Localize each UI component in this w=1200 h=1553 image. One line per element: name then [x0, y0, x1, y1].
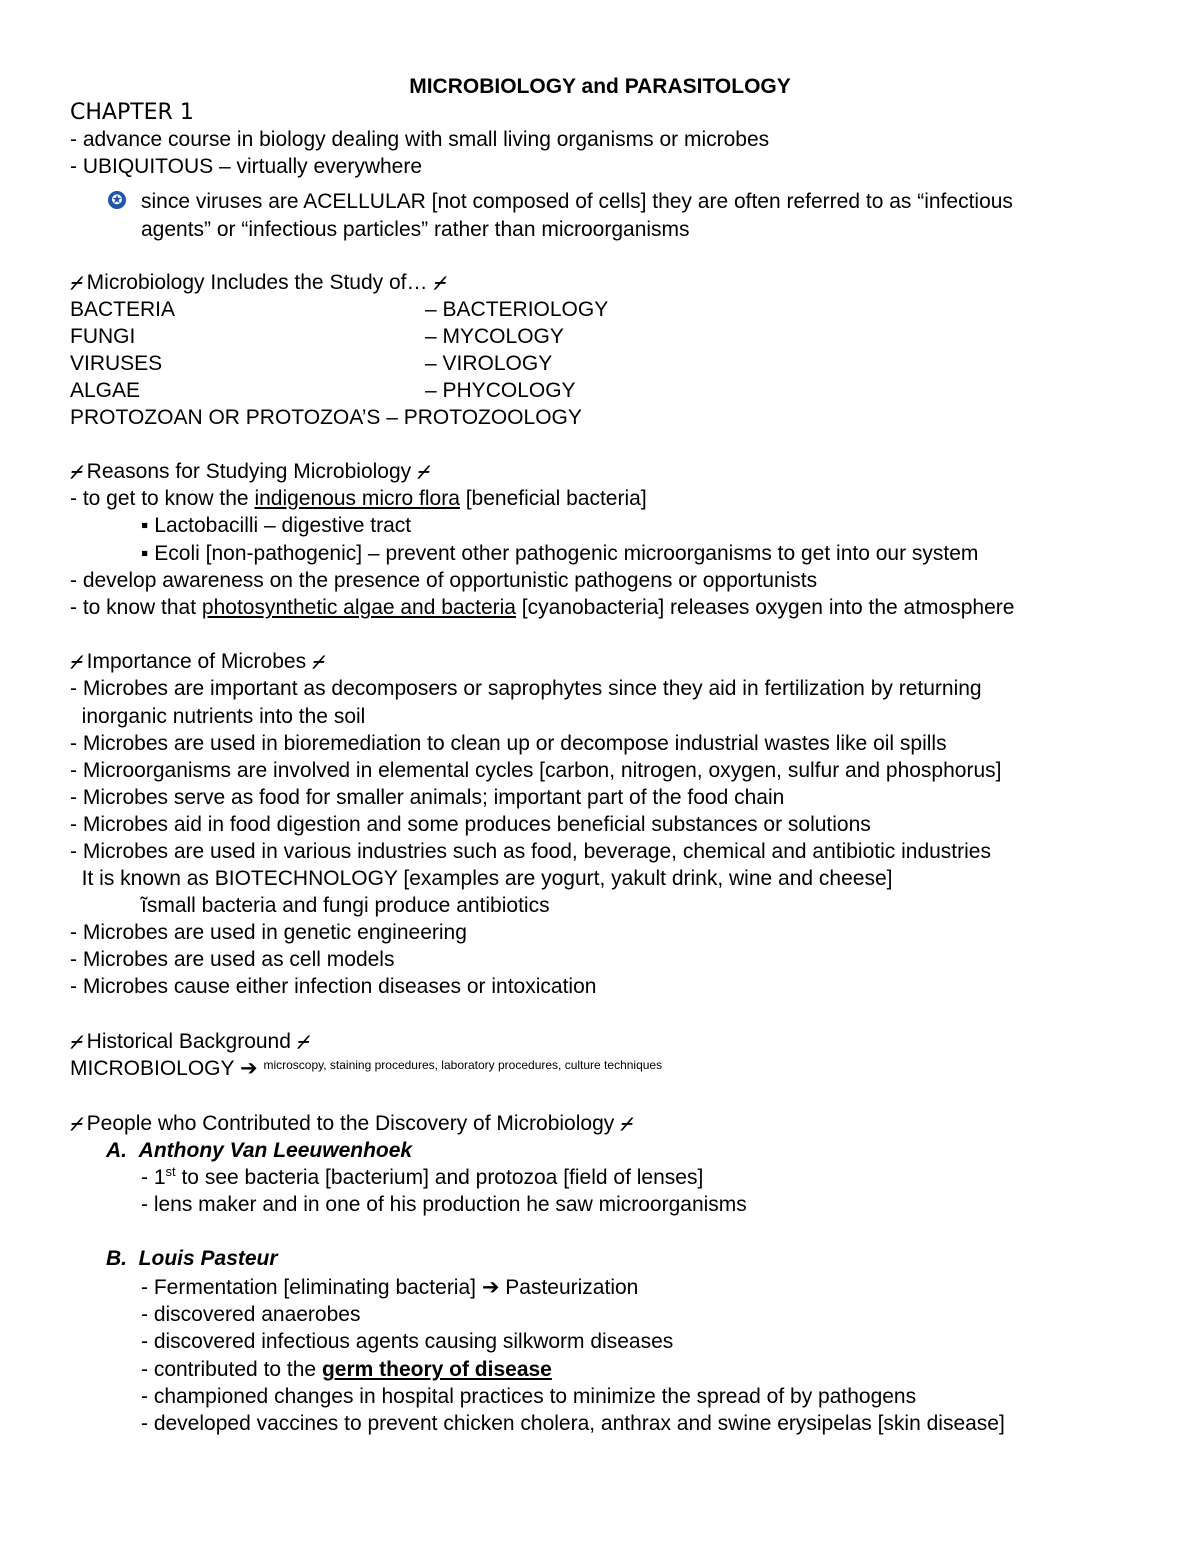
- study-field: – PHYCOLOGY: [425, 379, 576, 402]
- person-b-line-2: - discovered anaerobes: [141, 1303, 361, 1326]
- importance-line: - Microorganisms are involved in elemental cycles [carbon, nitrogen, oxygen, sulfur and phosphorus]: [70, 759, 1002, 782]
- person-b-line-5: - championed changes in hospital practices to minimize the spread of by pathogens: [141, 1385, 917, 1408]
- study-field: – PROTOZOOLOGY: [386, 406, 582, 429]
- history-line: [70, 1055, 662, 1085]
- people-heading-text: People who Contributed to the Discovery of Microbiology: [86, 1112, 615, 1135]
- text-run: - Fermentation [eliminating bacteria]: [141, 1276, 482, 1299]
- intro-line-1: - advance course in biology dealing with small living organisms or microbes: [70, 128, 770, 151]
- arrow-right-icon: ➔: [481, 1276, 500, 1299]
- intro-note-line-1: since viruses are ACELLULAR [not composed of cells] they are often referred to as “infectious: [141, 190, 1013, 213]
- person-b-line-1: [141, 1274, 638, 1301]
- person-b-line-4: [141, 1356, 552, 1383]
- text-run: [cyanobacteria] releases oxygen into the atmosphere: [515, 596, 1015, 619]
- importance-line: It is known as BIOTECHNOLOGY [examples are yogurt, yakult drink, wine and cheese]: [70, 867, 893, 890]
- bolt-icon: ⌿: [417, 462, 428, 482]
- page-title: MICROBIOLOGY and PARASITOLOGY: [409, 75, 791, 98]
- study-row: [70, 377, 770, 404]
- text-run: - to know that: [70, 596, 202, 619]
- text-run: Ecoli [non-pathogenic] – prevent other pathogenic microorganisms to get into our system: [154, 542, 979, 565]
- study-row: [70, 323, 770, 350]
- importance-line: - Microbes aid in food digestion and some produces beneficial substances or solutions: [70, 813, 871, 836]
- people-heading: [70, 1110, 631, 1138]
- superscript: st: [165, 1164, 176, 1179]
- underlined-text: indigenous micro flora: [254, 487, 460, 510]
- person-a-line-2: - lens maker and in one of his production he saw microorganisms: [141, 1193, 747, 1216]
- study-row: [70, 350, 770, 377]
- bolt-icon: ⌿: [70, 462, 81, 482]
- study-organism: BACTERIA: [70, 298, 176, 321]
- study-row: [70, 296, 770, 323]
- importance-line: - Microbes are important as decomposers or saprophytes since they aid in fertilization by returning: [70, 677, 982, 700]
- reasons-heading: [70, 458, 428, 486]
- study-heading: [70, 269, 444, 297]
- text-run: small bacteria and fungi produce antibiotics: [146, 894, 550, 917]
- study-organism: PROTOZOAN OR PROTOZOA’S: [70, 406, 381, 429]
- bolt-icon: ⌿: [70, 652, 81, 672]
- history-heading: [70, 1028, 308, 1056]
- chapter-heading: CHAPTER 1: [70, 100, 194, 125]
- reasons-line-2: - develop awareness on the presence of opportunistic pathogens or opportunists: [70, 569, 818, 592]
- study-heading-text: Microbiology Includes the Study of…: [86, 271, 428, 294]
- importance-heading-text: Importance of Microbes: [86, 650, 307, 673]
- square-bullet-icon: ▪: [141, 514, 149, 537]
- underlined-text: photosynthetic algae and bacteria: [201, 596, 516, 619]
- germ-theory-text: germ theory of disease: [321, 1358, 552, 1381]
- reasons-heading-text: Reasons for Studying Microbiology: [86, 460, 412, 483]
- importance-line: - Microbes are used as cell models: [70, 948, 395, 971]
- study-field: – VIROLOGY: [425, 352, 553, 375]
- bolt-icon: ⌿: [70, 1114, 81, 1134]
- text-run: to see bacteria [bacterium] and protozoa [field of lenses]: [175, 1166, 704, 1189]
- square-bullet-icon: ▪: [141, 542, 149, 565]
- history-detail: microscopy, staining procedures, laboratory procedures, culture techniques: [263, 1058, 663, 1072]
- text-run: - to get to know the: [70, 487, 255, 510]
- person-name: Anthony Van Leeuwenhoek: [138, 1139, 413, 1162]
- reasons-line-1: [70, 485, 647, 512]
- text-run: Pasteurization: [499, 1276, 639, 1299]
- text-run: - contributed to the: [141, 1358, 322, 1381]
- importance-line: - Microbes are used in bioremediation to clean up or decompose industrial wastes like oil spills: [70, 732, 947, 755]
- text-run: [beneficial bacteria]: [459, 487, 647, 510]
- person-b-heading: [106, 1245, 278, 1272]
- importance-line: - Microbes cause either infection diseases or intoxication: [70, 975, 597, 998]
- bolt-icon: ⌿: [433, 273, 445, 293]
- person-name: Louis Pasteur: [138, 1247, 278, 1270]
- importance-heading: [70, 648, 323, 676]
- reasons-bullet-2: [141, 540, 978, 567]
- study-organism: ALGAE: [70, 379, 141, 402]
- intro-line-2: - UBIQUITOUS – virtually everywhere: [70, 155, 423, 178]
- bolt-icon: ⌿: [620, 1114, 631, 1134]
- importance-line: - Microbes are used in genetic engineering: [70, 921, 467, 944]
- importance-line: inorganic nutrients into the soil: [70, 705, 366, 728]
- text-run: MICROBIOLOGY: [70, 1057, 235, 1080]
- bolt-icon: ⌿: [311, 652, 323, 672]
- text-run: - 1: [141, 1166, 166, 1189]
- person-b-line-6: - developed vaccines to prevent chicken cholera, anthrax and swine erysipelas [skin disease]: [141, 1412, 1005, 1435]
- person-a-line-1: [141, 1164, 703, 1191]
- bolt-icon: ⌿: [70, 1032, 81, 1052]
- study-field: – BACTERIOLOGY: [425, 298, 609, 321]
- arrow-right-icon: ➔: [240, 1057, 258, 1080]
- bolt-icon: ⌿: [70, 273, 81, 293]
- person-b-line-3: - discovered infectious agents causing silkworm diseases: [141, 1330, 674, 1353]
- importance-sub-line: [141, 892, 550, 919]
- star-bullet-icon: ✪: [108, 191, 126, 209]
- importance-line: - Microbes are used in various industries such as food, beverage, chemical and antibiotic industries: [70, 840, 991, 863]
- importance-line: - Microbes serve as food for smaller animals; important part of the food chain: [70, 786, 785, 809]
- sub-marker-icon: ĩ: [141, 894, 147, 917]
- study-field: – MYCOLOGY: [425, 325, 564, 348]
- history-heading-text: Historical Background: [86, 1030, 291, 1053]
- intro-note-line-2: agents” or “infectious particles” rather than microorganisms: [141, 218, 690, 241]
- bolt-icon: ⌿: [296, 1032, 308, 1052]
- reasons-bullet-1: [141, 512, 411, 539]
- study-row: [70, 404, 582, 431]
- study-organism: FUNGI: [70, 325, 136, 348]
- person-a-heading: [106, 1137, 412, 1164]
- list-letter: A.: [106, 1139, 127, 1162]
- text-run: Lactobacilli – digestive tract: [154, 514, 412, 537]
- list-letter: B.: [106, 1247, 127, 1270]
- reasons-line-3: [70, 594, 1014, 621]
- study-organism: VIRUSES: [70, 352, 163, 375]
